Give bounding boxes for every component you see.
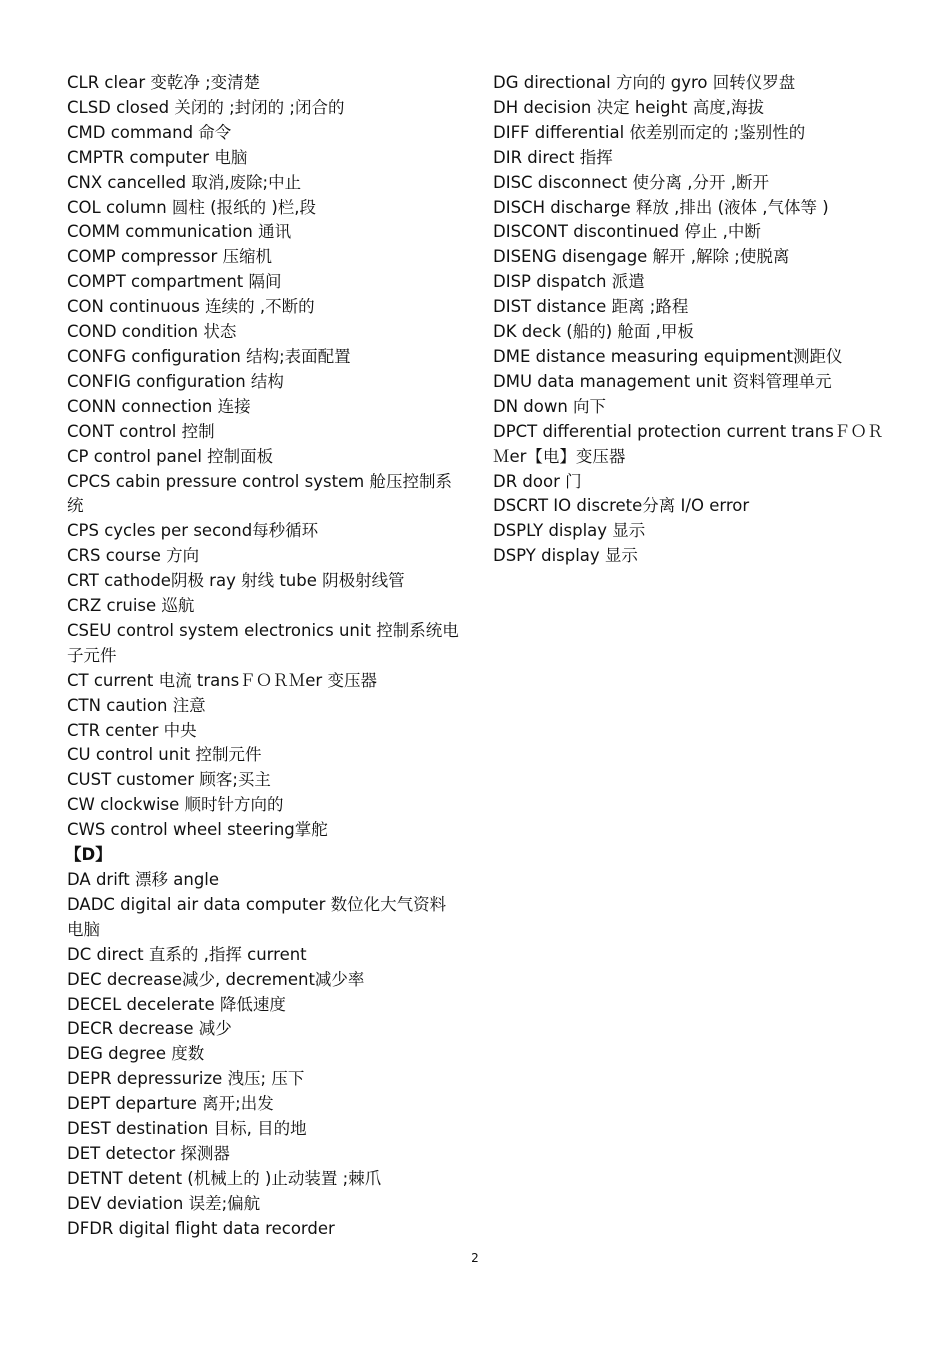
glossary-entry: DG directional 方向的 gyro 回转仪罗盘 xyxy=(493,73,796,92)
glossary-entry: DISCONT discontinued 停止 ,中断 xyxy=(493,222,761,242)
glossary-entry: CU control unit 控制元件 xyxy=(67,745,262,765)
glossary-entry: DEV deviation 误差;偏航 xyxy=(67,1193,261,1213)
glossary-entry: DA drift 漂移 angle xyxy=(67,870,220,889)
glossary-entry: DSPY display 显示 xyxy=(493,546,638,566)
glossary-entry: CUST customer 顾客;买主 xyxy=(67,770,271,790)
glossary-entry: CPS cycles per second每秒循环 xyxy=(67,521,319,541)
glossary-entry: DC direct 直系的 ,指挥 current xyxy=(67,944,307,964)
glossary-entry: DET detector 探测器 xyxy=(67,1143,230,1163)
glossary-entry: CW clockwise 顺时针方向的 xyxy=(67,795,284,815)
glossary-entry: DISENG disengage 解开 ,解除 ;使脱离 xyxy=(493,247,790,267)
glossary-entry: DISP dispatch 派遣 xyxy=(493,272,645,292)
glossary-entry: DSCRT IO discrete分离 I/O error xyxy=(493,496,750,516)
glossary-entry: DEG degree 度数 xyxy=(67,1044,205,1064)
glossary-entry: DISCH discharge 释放 ,排出 (液体 ,气体等 ) xyxy=(493,197,829,217)
page-number: 2 xyxy=(471,1251,479,1265)
glossary-entry: CONT control 控制 xyxy=(67,421,215,441)
glossary-entry: CMPTR computer 电脑 xyxy=(67,147,248,167)
glossary-entry: CONN connection 连接 xyxy=(67,396,251,416)
glossary-entry: DEST destination 目标, 目的地 xyxy=(67,1119,307,1139)
glossary-entry: DH decision 决定 height 高度,海拔 xyxy=(493,97,764,117)
glossary-entry: CLSD closed 关闭的 ;封闭的 ;闭合的 xyxy=(67,97,345,117)
glossary-entry: DIFF differential 依差别而定的 ;鉴别性的 xyxy=(493,122,806,142)
glossary-entry: CWS control wheel steering掌舵 xyxy=(67,820,328,840)
glossary-entry: DECEL decelerate 降低速度 xyxy=(67,994,286,1014)
glossary-entry: CTN caution 注意 xyxy=(67,695,206,715)
glossary-entry: DIR direct 指挥 xyxy=(493,147,613,167)
glossary-entry: DEC decrease减少, decrement减少率 xyxy=(67,969,365,989)
glossary-entry: DR door 门 xyxy=(493,471,582,491)
glossary-entry: CPCS cabin pressure control system 舱压控制系统 xyxy=(67,471,453,516)
glossary-entry: DIST distance 距离 ;路程 xyxy=(493,297,689,317)
glossary-entry: COMM communication 通讯 xyxy=(67,222,292,242)
glossary-entry: DN down 向下 xyxy=(493,396,607,416)
glossary-entry: CRZ cruise 巡航 xyxy=(67,596,195,616)
glossary-entry: CTR center 中央 xyxy=(67,720,197,740)
glossary-entry: CT current 电流 transＦＯＲＭer 变压器 xyxy=(67,670,377,690)
glossary-entry: CNX cancelled 取消,废除;中止 xyxy=(67,172,302,192)
section-heading: 【D】 xyxy=(65,845,112,865)
glossary-entry: COND condition 状态 xyxy=(67,322,237,342)
glossary-entry: DISC disconnect 使分离 ,分开 ,断开 xyxy=(493,172,769,192)
glossary-entry: DEPR depressurize 洩压; 压下 xyxy=(67,1069,305,1089)
glossary-entry: COMP compressor 压缩机 xyxy=(67,247,273,267)
glossary-entry: CONFIG configuration 结构 xyxy=(67,371,284,391)
glossary-entry: DSPLY display 显示 xyxy=(493,521,646,541)
glossary-entry: CON continuous 连续的 ,不断的 xyxy=(67,297,315,317)
glossary-entry: DEPT departure 离开;出发 xyxy=(67,1094,274,1114)
right-column xyxy=(493,71,885,569)
glossary-entry: CLR clear 变乾净 ;变清楚 xyxy=(67,73,261,92)
glossary-entry: DFDR digital flight data recorder xyxy=(67,1218,335,1238)
glossary-entry: DK deck (船的) 舱面 ,甲板 xyxy=(493,322,694,342)
glossary-entry: CMD command 命令 xyxy=(67,122,232,142)
glossary-entry: CP control panel 控制面板 xyxy=(67,446,274,466)
glossary-entry: CSEU control system electronics unit 控制系统电子元件 xyxy=(67,620,459,665)
glossary-entry: CRT cathode阴极 ray 射线 tube 阴极射线管 xyxy=(67,571,405,591)
glossary-entry: DECR decrease 减少 xyxy=(67,1019,232,1039)
glossary-entry: CRS course 方向 xyxy=(67,546,200,566)
left-column xyxy=(67,71,462,1242)
glossary-entry: DETNT detent (机械上的 )止动装置 ;棘爪 xyxy=(67,1168,382,1188)
glossary-entry: COL column 圆柱 (报纸的 )栏,段 xyxy=(67,197,317,217)
glossary-entry: DPCT differential protection current transＦＯＲＭer【电】变压器 xyxy=(493,421,884,466)
glossary-entry: CONFG configuration 结构;表面配置 xyxy=(67,346,351,366)
glossary-entry: DADC digital air data computer 数位化大气资料电脑 xyxy=(67,894,447,939)
glossary-entry: DME distance measuring equipment测距仪 xyxy=(493,346,843,366)
glossary-entry: DMU data management unit 资料管理单元 xyxy=(493,371,832,391)
glossary-entry: COMPT compartment 隔间 xyxy=(67,272,282,292)
